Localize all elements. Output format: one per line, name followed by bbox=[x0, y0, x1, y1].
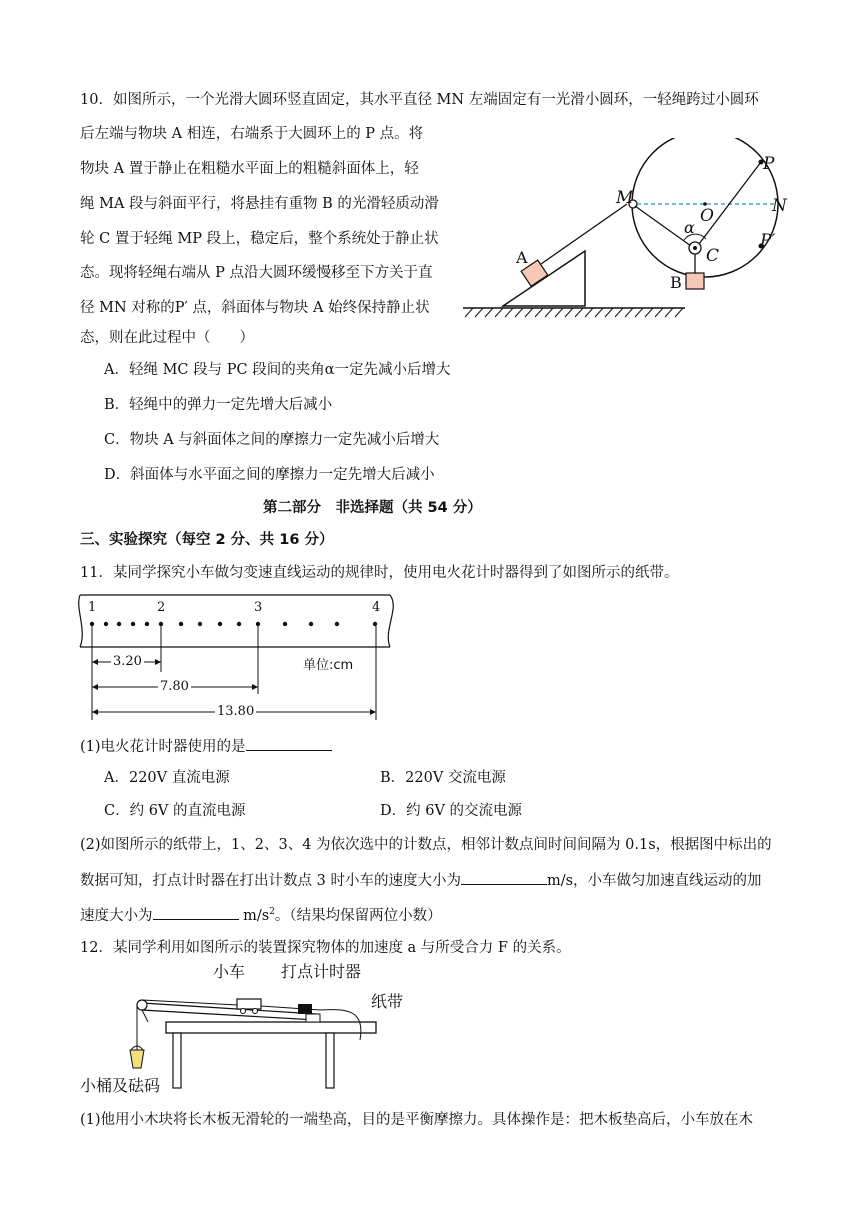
q10-line2: 后左端与物块 A 相连，右端系于大圆环上的 P 点。将 bbox=[80, 126, 424, 142]
q10-line1: 10．如图所示，一个光滑大圆环竖直固定，其水平直径 MN 左端固定有一光滑小圆环，一轻绳跨过小圆环 bbox=[80, 92, 759, 108]
tape-label-2: 2 bbox=[157, 600, 166, 615]
q11-option-b: B．220V 交流电源 bbox=[380, 770, 506, 786]
q11-option-a: A．220V 直流电源 bbox=[104, 770, 230, 786]
tape-unit: 单位:cm bbox=[303, 658, 354, 673]
q11-sub2-line2 bbox=[80, 870, 762, 891]
label-m: M bbox=[616, 188, 634, 208]
label-p-prime: P′ bbox=[760, 231, 776, 251]
label-n: N bbox=[772, 196, 787, 216]
q10-option-a: A．轻绳 MC 段与 PC 段间的夹角α一定先减小后增大 bbox=[104, 362, 451, 378]
q10-ring-figure bbox=[455, 138, 795, 323]
q10-line3: 物块 A 置于静止在粗糙水平面上的粗糙斜面体上，轻 bbox=[80, 161, 419, 177]
q11-sub2-line3: 速度大小为 $m/s^2$。（结果均保留两位小数） bbox=[80, 902, 442, 926]
label-bucket: 小桶及砝码 bbox=[80, 1076, 161, 1095]
label-car: 小车 bbox=[213, 962, 246, 981]
q12-line1: 12．某同学利用如图所示的装置探究物体的加速度 a 与所受合力 F 的关系。 bbox=[80, 940, 571, 956]
label-a: A bbox=[516, 248, 528, 267]
tape-label-3: 3 bbox=[254, 600, 263, 615]
part2-title: 第二部分 非选择题（共 54 分） bbox=[263, 500, 482, 516]
q11-sub2-line3-tail: 。（结果均保留两位小数） bbox=[274, 907, 442, 924]
q10-option-d: D．斜面体与水平面之间的摩擦力一定先增大后减小 bbox=[104, 467, 435, 483]
label-p: P bbox=[763, 154, 775, 174]
q11-sub2-line1: (2)如图所示的纸带上，1、2、3、4 为依次选中的计数点，相邻计数点间时间间隔为 0.1s，根据图中标出的 bbox=[80, 837, 772, 853]
label-alpha: α bbox=[684, 218, 695, 237]
q11-sub2-line2-text: 数据可知，打点计时器在打出计数点 3 时小车的速度大小为 bbox=[80, 873, 461, 889]
q10-line8: 态，则在此过程中（ ） bbox=[80, 330, 254, 346]
q10-option-b: B．轻绳中的弹力一定先增大后减小 bbox=[104, 397, 333, 413]
section3-title: 三、实验探究（每空 2 分、共 16 分） bbox=[80, 532, 334, 548]
q11-sub1 bbox=[80, 736, 332, 757]
q11-line1: 11．某同学探究小车做匀变速直线运动的规律时，使用电火花计时器得到了如图所示的纸带。 bbox=[80, 565, 679, 581]
q11-option-c: C．约 6V 的直流电源 bbox=[104, 803, 246, 819]
q10-option-c: C．物块 A 与斜面体之间的摩擦力一定先减小后增大 bbox=[104, 432, 440, 448]
q10-line7: 径 MN 对称的P′ 点，斜面体与物块 A 始终保持静止状 bbox=[80, 300, 430, 316]
label-o: O bbox=[700, 206, 714, 226]
q10-line4: 绳 MA 段与斜面平行，将悬挂有重物 B 的光滑轻质动滑 bbox=[80, 196, 439, 212]
q10-line6: 态。现将轻绳右端从 P 点沿大圆环缓慢移至下方关于直 bbox=[80, 265, 433, 281]
q12-apparatus-figure bbox=[120, 990, 410, 1095]
answer-blank-velocity[interactable] bbox=[461, 870, 547, 885]
q11-sub2-line3-text: 速度大小为 bbox=[80, 907, 153, 924]
tape-label-4: 4 bbox=[372, 600, 381, 615]
tape-dist-12: 3.20 bbox=[111, 652, 144, 672]
label-timer: 打点计时器 bbox=[281, 962, 362, 981]
label-b: B bbox=[670, 273, 682, 292]
q12-sub1: (1)他用小木块将长木板无滑轮的一端垫高，目的是平衡摩擦力。具体操作是：把木板垫高后，小车放在木 bbox=[80, 1112, 754, 1128]
tape-label-1: 1 bbox=[88, 600, 97, 615]
answer-blank-1[interactable] bbox=[246, 736, 332, 751]
label-c: C bbox=[706, 246, 720, 266]
q11-sub2-line2-tail: m/s，小车做匀加速直线运动的加 bbox=[546, 873, 762, 889]
q11-sub2-unit: m/s bbox=[238, 907, 270, 924]
q11-option-d: D．约 6V 的交流电源 bbox=[380, 803, 523, 819]
q10-line5: 轮 C 置于轻绳 MP 段上，稳定后，整个系统处于静止状 bbox=[80, 231, 439, 247]
answer-blank-acceleration[interactable] bbox=[153, 905, 239, 920]
tape-dist-14: 13.80 bbox=[215, 702, 256, 722]
q11-sub1-text: (1)电火花计时器使用的是 bbox=[80, 739, 246, 755]
label-tape: 纸带 bbox=[371, 992, 404, 1011]
tape-dist-13: 7.80 bbox=[158, 677, 191, 697]
